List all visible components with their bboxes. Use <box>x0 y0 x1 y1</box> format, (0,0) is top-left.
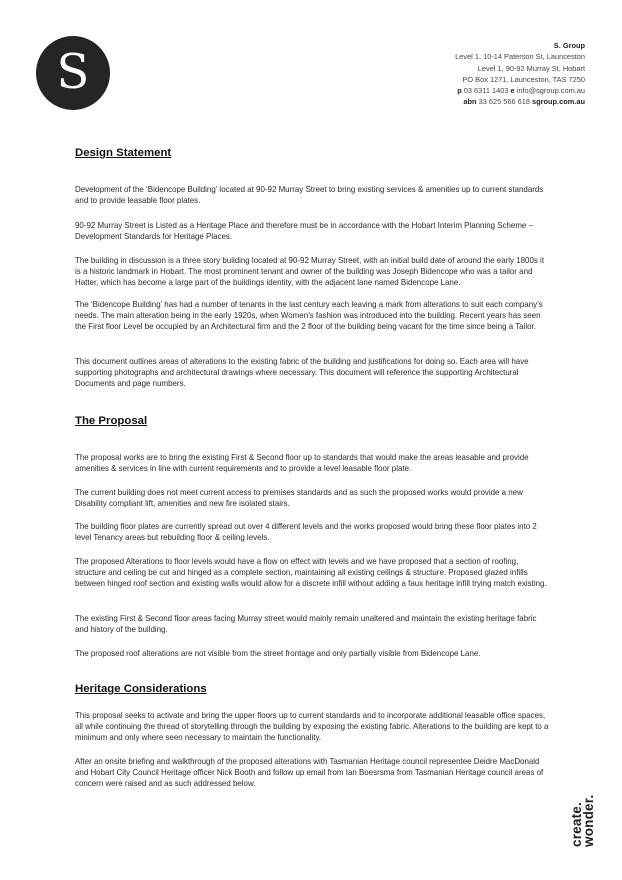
abn-label: abn <box>463 97 477 107</box>
design-statement-paragraph-4: The ‘Bidencope Building’ has had a number of tenants in the last century each leaving a mark from alterations to suit each company’s needs. The main alteration being in the early 1920s, when Women’s fashion was introduced into the building. Recent years has seen the First floor Level be occupied by an Architectural firm and the 2 floor of the building being vacant for the time since being a Tailor. <box>75 300 543 331</box>
tagline-line-2: wonder. <box>581 794 596 847</box>
company-contact-block <box>455 40 585 108</box>
tagline-line-1: create. <box>569 802 584 847</box>
email-label: e <box>510 86 515 96</box>
heading-heritage-considerations: Heritage Considerations <box>75 683 207 695</box>
proposal-paragraph-4: The proposed Alterations to floor levels would have a flow on effect with levels and we have proposed that a section of roofing, structure and ceiling be cut and hinged as a complete section, maintaining all existing ceilings & structure. Proposed glazed infills between hinged roof section and existing walls would allow for a discrete infill without adding a faux heritage infill trying match existing. <box>75 557 547 588</box>
heritage-paragraph-2: After an onsite briefing and walkthrough of the proposed alterations with Tasmanian Heritage council representee Deidre MacDonald and Hobart City Council Heritage officer Nick Booth and follow up email from Ian Boesrsma from Tasmanian Heritage council areas of concern were raised and as such addressed below. <box>75 757 544 788</box>
phone-number: 03 6311 1403 <box>463 86 509 96</box>
phone-email-line <box>455 85 585 96</box>
proposal-paragraph-6: The proposed roof alterations are not visible from the street frontage and only partially visible from Bidencope Lane. <box>75 649 481 658</box>
abn-web-line <box>455 96 585 107</box>
website: sgroup.com.au <box>532 97 585 107</box>
proposal-paragraph-2: The current building does not meet current access to premises standards and as such the proposed works would provide a new Disability compliant lift, amenities and new fire isolated stairs. <box>75 488 523 508</box>
abn-number: 33 625 566 618 <box>478 97 530 107</box>
heritage-paragraph-1: This proposal seeks to activate and bring the upper floors up to current standards and to incorporate additional leasable office spaces, all while continuing the thread of storytelling through the building by exposing the existing fabric. Alterations to the building are kept to a minimum and only where seen necessary to maintain the functionality. <box>75 711 549 742</box>
po-box: PO Box 1271, Launceston, TAS 7250 <box>462 74 585 84</box>
design-statement-paragraph-1: Development of the ‘Bidencope Building’ located at 90-92 Murray Street to bring existing services & amenities up to current standards and to provide leasable floor plates. <box>75 185 544 205</box>
heading-design-statement: Design Statement <box>75 147 172 159</box>
design-statement-paragraph-2: 90-92 Murray Street is Listed as a Heritage Place and therefore must be in accordance with the Hobart Interim Planning Scheme – Development Standards for Heritage Places. <box>75 221 533 241</box>
proposal-paragraph-5: The existing First & Second floor areas facing Murray street would mainly remain unaltered and maintain the existing heritage fabric and history of the building. <box>75 614 537 634</box>
create-wonder-tagline <box>571 795 595 847</box>
address-hobart: Level 1, 90-92 Murray St, Hobart <box>477 63 585 73</box>
logo-letter: S <box>56 44 90 100</box>
design-statement-paragraph-3: The building in discussion is a three story building located at 90-92 Murray Street, with an initial build date of around the early 1800s it is a historic landmark in Hobart. The most prominent tenant and owner of the building was Joseph Bidencope who was a tailor and Hatter, which has become a large part of the buildings identity, with the adjacent lane named Bidencope Lane. <box>75 256 545 287</box>
proposal-paragraph-1: The proposal works are to bring the existing First & Second floor up to standards that would make the areas leasable and provide amenities & services in line with current requirements and to provide a level leasable floor plate. <box>75 453 529 473</box>
address-launceston: Level 1, 10-14 Paterson St, Launceston <box>455 52 585 62</box>
design-statement-paragraph-5: This document outlines areas of alterations to the existing fabric of the building and justifications for doing so. Each area will have supporting photographs and architectural drawings where necessary. This document will reference the supporting Architectural Documents and page numbers. <box>75 357 529 388</box>
s-group-logo <box>36 36 110 110</box>
proposal-paragraph-3: The building floor plates are currently spread out over 4 different levels and the works proposed would bring these floor plates into 2 level Tenancy areas but rebuilding floor & ceiling levels. <box>75 522 537 542</box>
company-name: S. Group <box>553 41 585 50</box>
email-address: info@sgroup.com.au <box>516 86 585 96</box>
phone-label: p <box>457 86 462 96</box>
heading-the-proposal: The Proposal <box>75 415 148 427</box>
